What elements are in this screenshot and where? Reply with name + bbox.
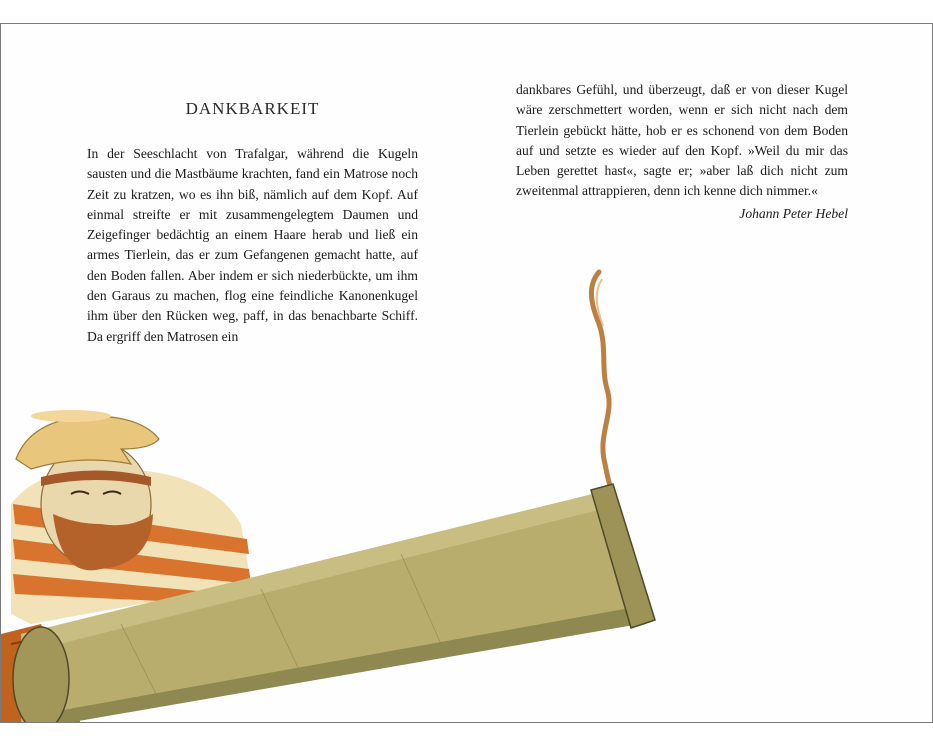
sailor-figure [11,410,251,624]
sailor-beard [53,514,153,570]
cannon-carriage [1,624,81,723]
left-column [87,144,418,347]
cannon-barrel [13,484,655,723]
book-spread [0,23,933,723]
smoke-trail [591,272,614,502]
left-paragraph: In der Seeschlacht von Trafalgar, während die Kugeln sausten und die Mastbäume krachten, fand ein Matrose noch Zeit zu kratzen, wo es ihn biß, nämlich auf dem Kopf. Auf einmal streifte er mit zusammengelegtem Daumen und Zeigefinger bedächtig an einem Haare herab und ließ ein armes Tierlein, das er zum Gefangenen gemacht hatte, auf den Boden fallen. Aber indem er sich niederbückte, um ihm den Garaus zu machen, flog eine feindliche Kanonenkugel ihm über den Rücken weg, paff, in das benachbarte Schiff. Da ergriff den Matrosen ein [87,146,418,344]
right-paragraph: dankbares Gefühl, und überzeugt, daß er von dieser Kugel wäre zerschmettert worden, wenn er sich nicht nach dem Tierlein gebückt hätte, hob er es schonend von dem Boden auf und setzte es wieder auf den Kopf. »Weil du mir das Leben gerettet hast«, sagte er; »aber laß dich nicht zum zweitenmal attrappieren, denn ich kenne dich nimmer.« [516,82,848,199]
page-title: DANKBARKEIT [185,99,320,118]
right-column [516,80,848,224]
sailor-face [41,442,151,566]
sailor-cap [16,416,159,469]
author-signature: Johann Peter Hebel [739,205,848,221]
cannon-muzzle [591,484,655,628]
